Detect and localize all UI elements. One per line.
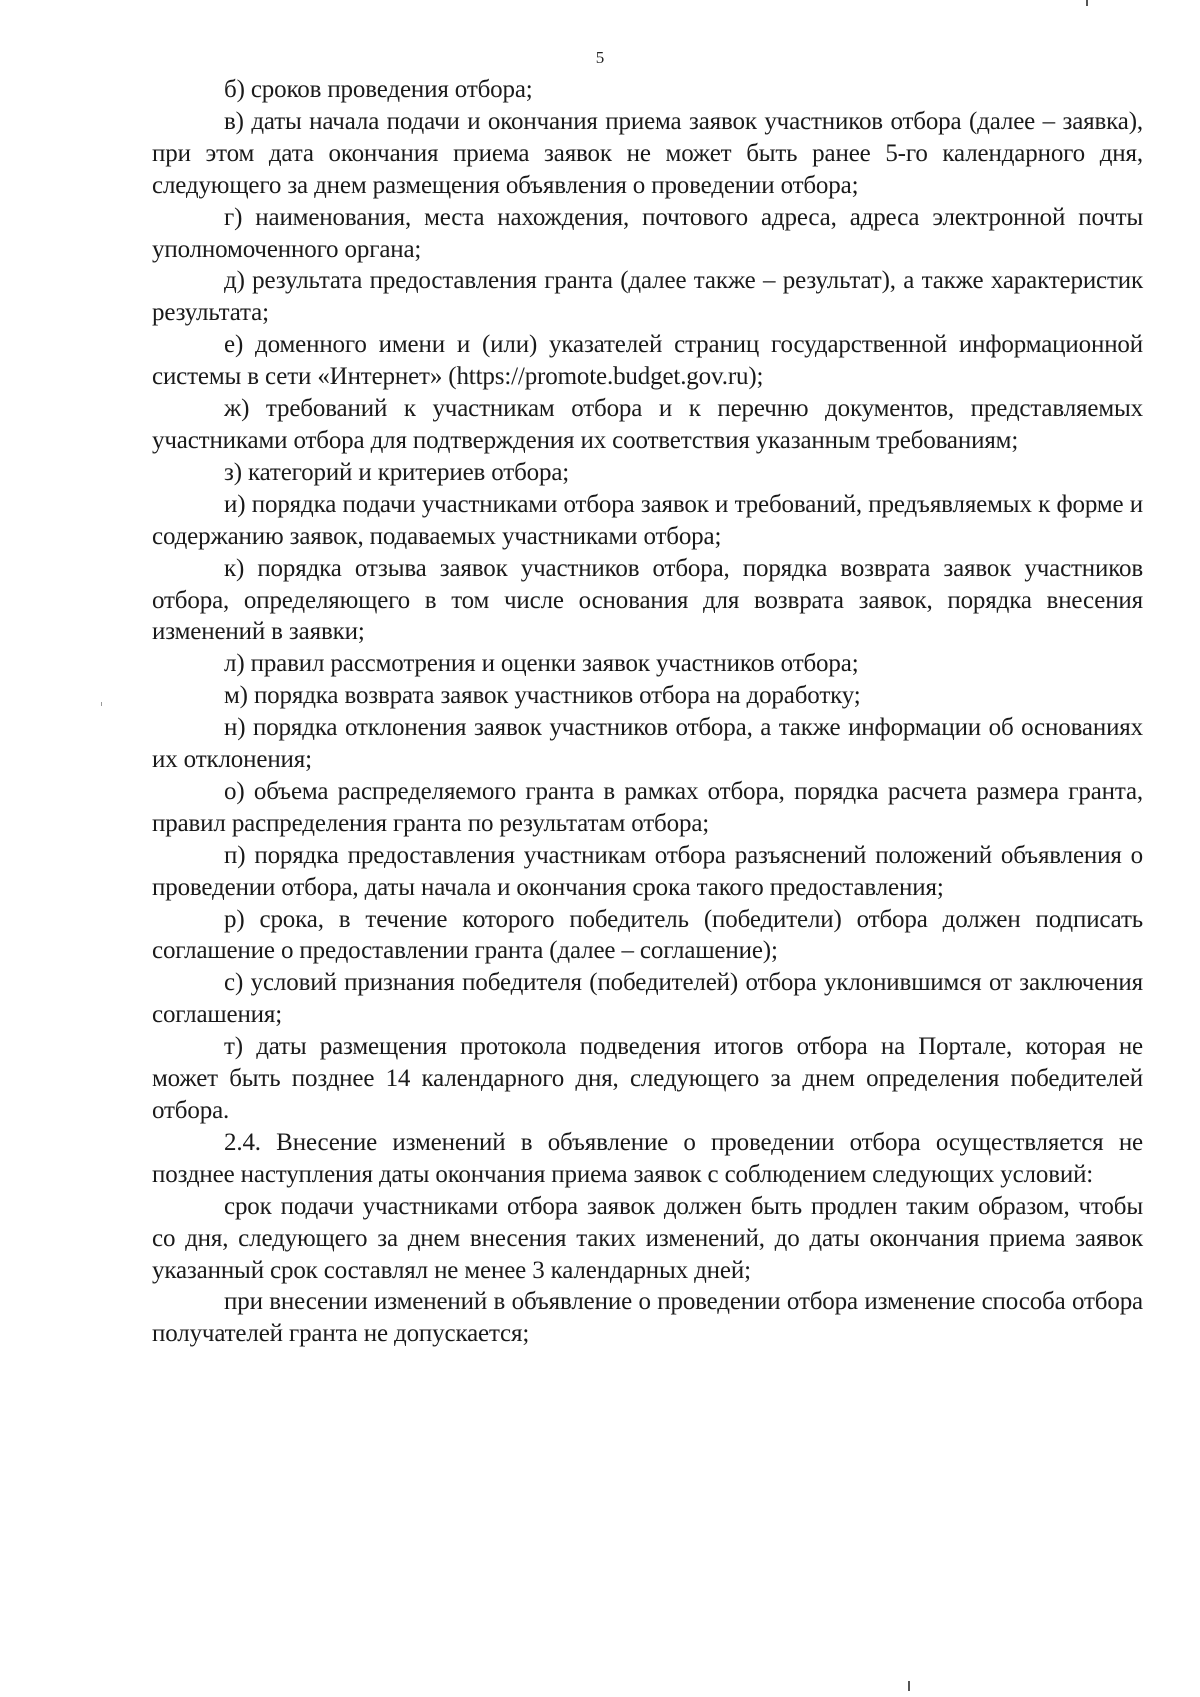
section-2-4-paragraph: 2.4. Внесение изменений в объявление о проведении отбора осуществляется не позднее наступления даты окончания приема заявок с соблюдением следующих условий:	[152, 1128, 1143, 1188]
scan-artifact	[101, 702, 102, 706]
paragraph-item-s: с) условий признания победителя (победителей) отбора уклонившимся от заключения соглашения;	[152, 969, 1143, 1029]
paragraph-item-v: в) даты начала подачи и окончания приема заявок участников отбора (далее – заявка), при этом дата окончания приема заявок не может быть ранее 5-го календарного дня, следующего за днем размещения объявления о проведении отбора;	[152, 107, 1143, 199]
paragraph-item-o: о) объема распределяемого гранта в рамках отбора, порядка расчета размера гранта, правил распределения гранта по результатам отбора;	[152, 777, 1143, 837]
condition-paragraph: срок подачи участниками отбора заявок должен быть продлен таким образом, чтобы со дня, следующего за днем внесения таких изменений, до даты окончания приема заявок указанный срок составлял не менее 3 календарных дней;	[152, 1192, 1143, 1284]
paragraph-item-i: и) порядка подачи участниками отбора заявок и требований, предъявляемых к форме и содержанию заявок, подаваемых участниками отбора;	[152, 490, 1143, 550]
document-body	[152, 74, 1143, 1350]
paragraph-item-g: г) наименования, места нахождения, почтового адреса, адреса электронной почты уполномоченного органа;	[152, 203, 1143, 263]
paragraph-item-l: л) правил рассмотрения и оценки заявок участников отбора;	[224, 650, 859, 678]
paragraph-item-t: т) даты размещения протокола подведения итогов отбора на Портале, которая не может быть позднее 14 календарного дня, следующего за днем определения победителей отбора.	[152, 1033, 1143, 1124]
paragraph-item-z: з) категорий и критериев отбора;	[224, 458, 570, 486]
paragraph-item-b: б) сроков проведения отбора;	[224, 76, 533, 103]
paragraph-item-m: м) порядка возврата заявок участников отбора на доработку;	[224, 682, 861, 710]
page-number: 5	[595, 48, 605, 67]
paragraph-item-zh: ж) требований к участникам отбора и к перечню документов, представляемых участниками отбора для подтверждения их соответствия указанным требованиям;	[152, 395, 1143, 454]
paragraph-item-n: н) порядка отклонения заявок участников отбора, а также информации об основаниях их отклонения;	[152, 714, 1143, 774]
condition-paragraph: при внесении изменений в объявление о проведении отбора изменение способа отбора получателей гранта не допускается;	[152, 1288, 1143, 1348]
paragraph-item-r: р) срока, в течение которого победитель (победители) отбора должен подписать соглашение о предоставлении гранта (далее – соглашение);	[152, 905, 1143, 965]
scan-artifact	[1086, 0, 1088, 6]
paragraph-item-p: п) порядка предоставления участникам отбора разъяснений положений объявления о проведении отбора, даты начала и окончания срока такого предоставления;	[152, 841, 1143, 901]
scan-artifact	[908, 1681, 910, 1691]
paragraph-item-e: е) доменного имени и (или) указателей страниц государственной информационной системы в сети «Интернет» (https://promote.budget.gov.ru);	[152, 331, 1143, 391]
paragraph-item-d: д) результата предоставления гранта (далее также – результат), а также характеристик результата;	[152, 267, 1143, 327]
paragraph-item-k: к) порядка отзыва заявок участников отбора, порядка возврата заявок участников отбора, определяющего в том числе основания для возврата заявок, порядка внесения изменений в заявки;	[152, 554, 1143, 646]
